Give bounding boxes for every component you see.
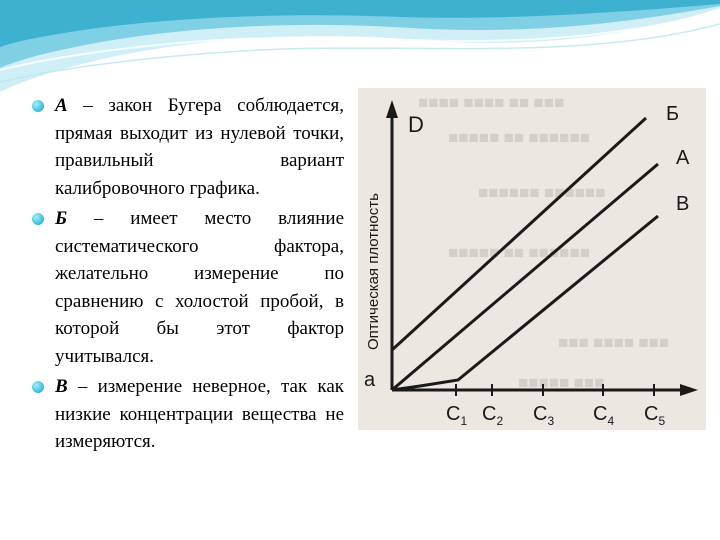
svg-text:■■■■ ■■■■ ■■ ■■■: ■■■■ ■■■■ ■■ ■■■ (418, 93, 565, 112)
y-axis-arrow-icon (386, 100, 398, 118)
x-axis-arrow-icon (680, 384, 698, 396)
bullet-item-b (28, 205, 344, 370)
calibration-graph (358, 88, 706, 430)
x-tick-label: $C_4$ (593, 403, 615, 428)
intercept-label: a (364, 369, 376, 391)
bullet-marker-icon (32, 381, 44, 393)
calibration-graph-figure (358, 88, 706, 430)
y-axis-letter: D (408, 112, 424, 137)
line-b (392, 118, 646, 350)
bullet-lead-a: А (55, 95, 68, 116)
svg-text:■■■ ■■■■ ■■■: ■■■ ■■■■ ■■■ (558, 333, 670, 352)
x-tick-label: $C_5$ (644, 403, 666, 428)
svg-text:■■■■■ ■■■: ■■■■■ ■■■ (518, 373, 605, 392)
line-label-v: В (676, 193, 690, 215)
bullet-text-b: – имеет место влияние систематического фактора, желательно измерение по сравнению с холостой пробой, в которой бы этот фактор учитывался. (55, 208, 344, 367)
bullet-item-a (28, 92, 344, 202)
x-tick-label: $C_2$ (482, 403, 504, 428)
line-label-a: А (676, 147, 690, 169)
bullet-item-v (28, 373, 344, 456)
bullet-marker-icon (32, 213, 44, 225)
bullet-text-v: – измерение неверное, так как низкие концентрации вещества не измеряются. (55, 376, 344, 452)
bullet-text-a: – закон Бугера соблюдается, прямая выходит из нулевой точки, правильный вариант калибровочного графика. (55, 95, 344, 199)
line-label-b: Б (666, 103, 680, 125)
x-tick-label: $C_1$ (446, 403, 468, 428)
bullet-lead-v: В (55, 376, 68, 397)
bullet-marker-icon (32, 100, 44, 112)
svg-text:■■■■■ ■■ ■■■■■■: ■■■■■ ■■ ■■■■■■ (448, 128, 590, 147)
bullet-list (28, 92, 344, 459)
bullet-lead-b: Б (55, 208, 68, 229)
y-axis-label: Оптическая плотность (365, 193, 382, 350)
svg-text:■■■■■ ■■ ■■■■■■: ■■■■■ ■■ ■■■■■■ (448, 243, 590, 262)
x-tick-label: $C_3$ (533, 403, 555, 428)
svg-text:■■■■■■ ■■■■■■: ■■■■■■ ■■■■■■ (478, 183, 606, 202)
